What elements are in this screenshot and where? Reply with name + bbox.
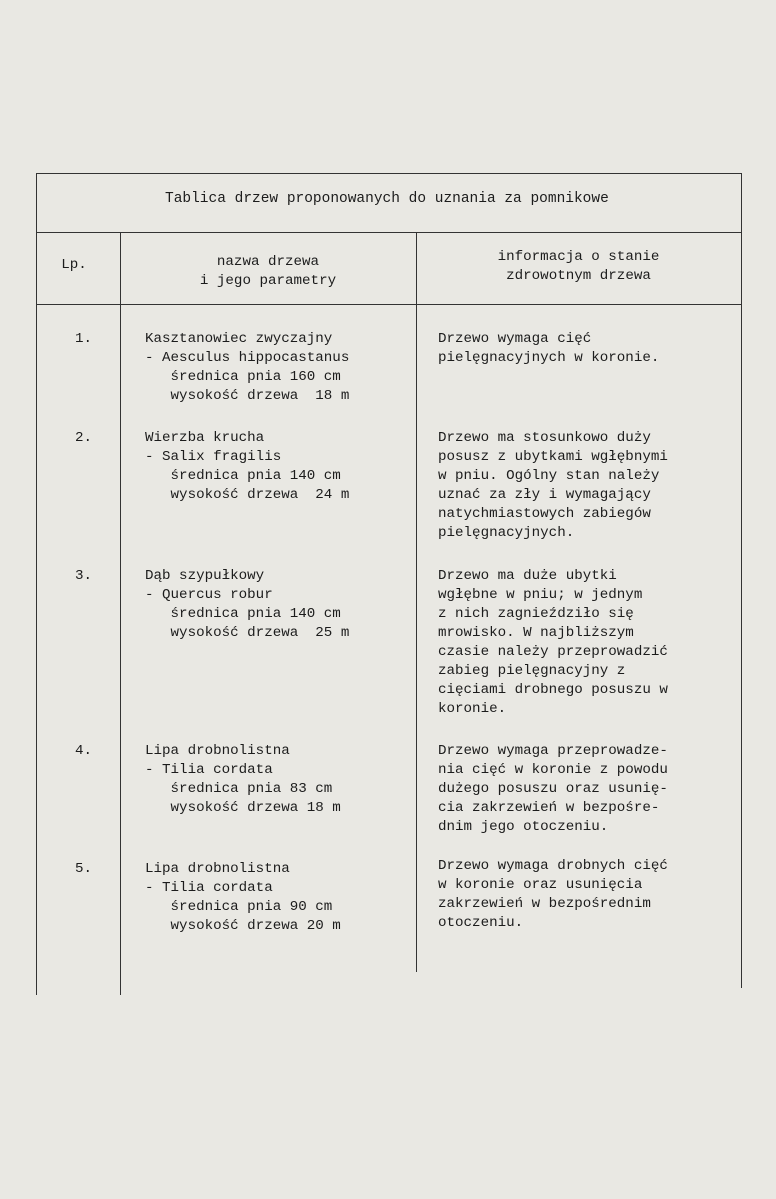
header-info-line-1: informacja o stanie — [497, 249, 660, 265]
tree-info-line: pielęgnacyjnych w koronie. — [438, 350, 660, 366]
row-number: 2. — [74, 430, 92, 446]
tree-info-line: pielęgnacyjnych. — [438, 525, 575, 541]
row-number: 4. — [74, 743, 92, 759]
tree-info-line: dnim jego otoczeniu. — [438, 819, 609, 835]
tree-info-line: zabieg pielęgnacyjny z — [438, 663, 626, 679]
row-number: 5. — [74, 861, 92, 877]
header-name-line-2: i jego parametry — [199, 273, 337, 289]
tree-name-line: średnica pnia 160 cm — [145, 369, 341, 385]
table-top-border — [36, 173, 741, 174]
title-separator — [36, 232, 741, 233]
tree-name-line: wysokość drzewa 25 m — [145, 625, 350, 641]
tree-info-line: w koronie oraz usunięcia — [438, 877, 643, 893]
tree-name-line: - Tilia cordata — [145, 762, 273, 778]
tree-info-line: w pniu. Ogólny stan należy — [438, 468, 660, 484]
tree-info-line: posusz z ubytkami wgłębnymi — [438, 449, 668, 465]
tree-info-line: dużego posuszu oraz usunię- — [438, 781, 668, 797]
tree-info-line: koronie. — [438, 701, 507, 717]
tree-name-line: średnica pnia 140 cm — [145, 468, 341, 484]
header-name-line-1: nazwa drzewa — [216, 254, 320, 270]
tree-info-line: uznać za zły i wymagający — [438, 487, 651, 503]
tree-info-line: Drzewo wymaga cięć — [438, 331, 592, 347]
tree-name-line: średnica pnia 140 cm — [145, 606, 341, 622]
row-number: 1. — [74, 331, 92, 347]
tree-info-line: nia cięć w koronie z powodu — [438, 762, 668, 778]
column-divider-1 — [120, 232, 121, 995]
tree-name-line: Lipa drobnolistna — [145, 743, 290, 759]
tree-name-line: Lipa drobnolistna — [145, 861, 290, 877]
tree-name-line: wysokość drzewa 20 m — [145, 918, 341, 934]
tree-name-line: Dąb szypułkowy — [145, 568, 265, 584]
tree-info-line: wgłębne w pniu; w jednym — [438, 587, 643, 603]
column-divider-2 — [416, 232, 417, 972]
tree-name-line: - Salix fragilis — [145, 449, 282, 465]
tree-name-line: - Aesculus hippocastanus — [145, 350, 350, 366]
tree-name-line: wysokość drzewa 24 m — [145, 487, 350, 503]
tree-name-line: wysokość drzewa 18 m — [145, 800, 341, 816]
header-info-line-2: zdrowotnym drzewa — [506, 268, 651, 284]
tree-name-line: średnica pnia 83 cm — [145, 781, 333, 797]
tree-info-line: natychmiastowych zabiegów — [438, 506, 651, 522]
tree-info-line: Drzewo ma duże ubytki — [438, 568, 617, 584]
table-title: Tablica drzew proponowanych do uznania za pomnikowe — [165, 191, 609, 207]
tree-info-line: cia zakrzewień w bezpośre- — [438, 800, 660, 816]
tree-name-line: Kasztanowiec zwyczajny — [145, 331, 333, 347]
tree-name-line: średnica pnia 90 cm — [145, 899, 333, 915]
tree-info-line: mrowisko. W najbliższym — [438, 625, 634, 641]
tree-info-line: otoczeniu. — [438, 915, 524, 931]
table-right-border — [741, 173, 742, 988]
tree-info-line: zakrzewień w bezpośrednim — [438, 896, 651, 912]
tree-info-line: Drzewo wymaga przeprowadze- — [438, 743, 668, 759]
row-number: 3. — [74, 568, 92, 584]
tree-info-line: cięciami drobnego posuszu w — [438, 682, 668, 698]
tree-name-line: wysokość drzewa 18 m — [145, 388, 350, 404]
header-separator — [36, 304, 741, 305]
table-left-border — [36, 173, 37, 995]
tree-info-line: czasie należy przeprowadzić — [438, 644, 668, 660]
tree-info-line: Drzewo ma stosunkowo duży — [438, 430, 651, 446]
tree-info-line: z nich zagnieździło się — [438, 606, 634, 622]
header-lp: Lp. — [61, 257, 87, 273]
tree-name-line: - Quercus robur — [145, 587, 273, 603]
tree-name-line: Wierzba krucha — [145, 430, 265, 446]
tree-info-line: Drzewo wymaga drobnych cięć — [438, 858, 668, 874]
tree-name-line: - Tilia cordata — [145, 880, 273, 896]
